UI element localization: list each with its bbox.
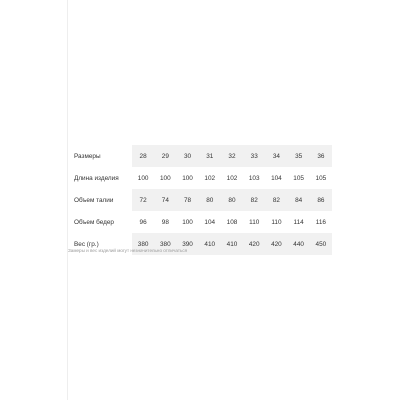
table-cell: 84 xyxy=(288,189,310,211)
table-row xyxy=(68,145,332,167)
row-label: Объем талии xyxy=(68,189,126,211)
row-label: Длина изделия xyxy=(68,167,126,189)
table-cell: 96 xyxy=(132,211,154,233)
row-label: Объем бедер xyxy=(68,211,126,233)
table-cell: 102 xyxy=(221,167,243,189)
table-row xyxy=(68,167,332,189)
table-cell: 80 xyxy=(221,189,243,211)
row-label: Вес (гр.) xyxy=(68,233,126,255)
table-cell: 36 xyxy=(310,145,332,167)
table-cell: 103 xyxy=(243,167,265,189)
table-row xyxy=(68,211,332,233)
table-cell: 380 xyxy=(132,233,154,255)
table-cell: 100 xyxy=(132,167,154,189)
table-cell: 380 xyxy=(154,233,176,255)
table-cell: 98 xyxy=(154,211,176,233)
table-cell: 440 xyxy=(288,233,310,255)
table-cell: 116 xyxy=(310,211,332,233)
table-cell: 100 xyxy=(176,211,198,233)
table-cell: 102 xyxy=(199,167,221,189)
table-cell: 420 xyxy=(243,233,265,255)
table-cell: 78 xyxy=(176,189,198,211)
table-cell: 74 xyxy=(154,189,176,211)
table-cell: 100 xyxy=(176,167,198,189)
table-cell: 410 xyxy=(221,233,243,255)
table-cell: 104 xyxy=(199,211,221,233)
table-cell: 114 xyxy=(288,211,310,233)
table-row xyxy=(68,189,332,211)
table-cell: 32 xyxy=(221,145,243,167)
table-cell: 28 xyxy=(132,145,154,167)
table-cell: 72 xyxy=(132,189,154,211)
row-label: Размеры xyxy=(68,145,126,167)
table-cell: 86 xyxy=(310,189,332,211)
table-cell: 104 xyxy=(265,167,287,189)
table-cell: 31 xyxy=(199,145,221,167)
table-cell: 450 xyxy=(310,233,332,255)
table-cell: 100 xyxy=(154,167,176,189)
table-cell: 108 xyxy=(221,211,243,233)
table-cell: 420 xyxy=(265,233,287,255)
size-chart-table xyxy=(68,145,332,255)
table-cell: 410 xyxy=(199,233,221,255)
table-cell: 390 xyxy=(176,233,198,255)
measurement-disclaimer: Замеры и вес изделий могут незначительно отличаться xyxy=(68,248,188,253)
table-cell: 30 xyxy=(176,145,198,167)
table-cell: 33 xyxy=(243,145,265,167)
table-cell: 80 xyxy=(199,189,221,211)
table-cell: 29 xyxy=(154,145,176,167)
table-cell: 34 xyxy=(265,145,287,167)
table-cell: 82 xyxy=(265,189,287,211)
table-cell: 110 xyxy=(243,211,265,233)
table-cell: 105 xyxy=(288,167,310,189)
table-cell: 82 xyxy=(243,189,265,211)
table-cell: 110 xyxy=(265,211,287,233)
table-cell: 105 xyxy=(310,167,332,189)
table-cell: 35 xyxy=(288,145,310,167)
